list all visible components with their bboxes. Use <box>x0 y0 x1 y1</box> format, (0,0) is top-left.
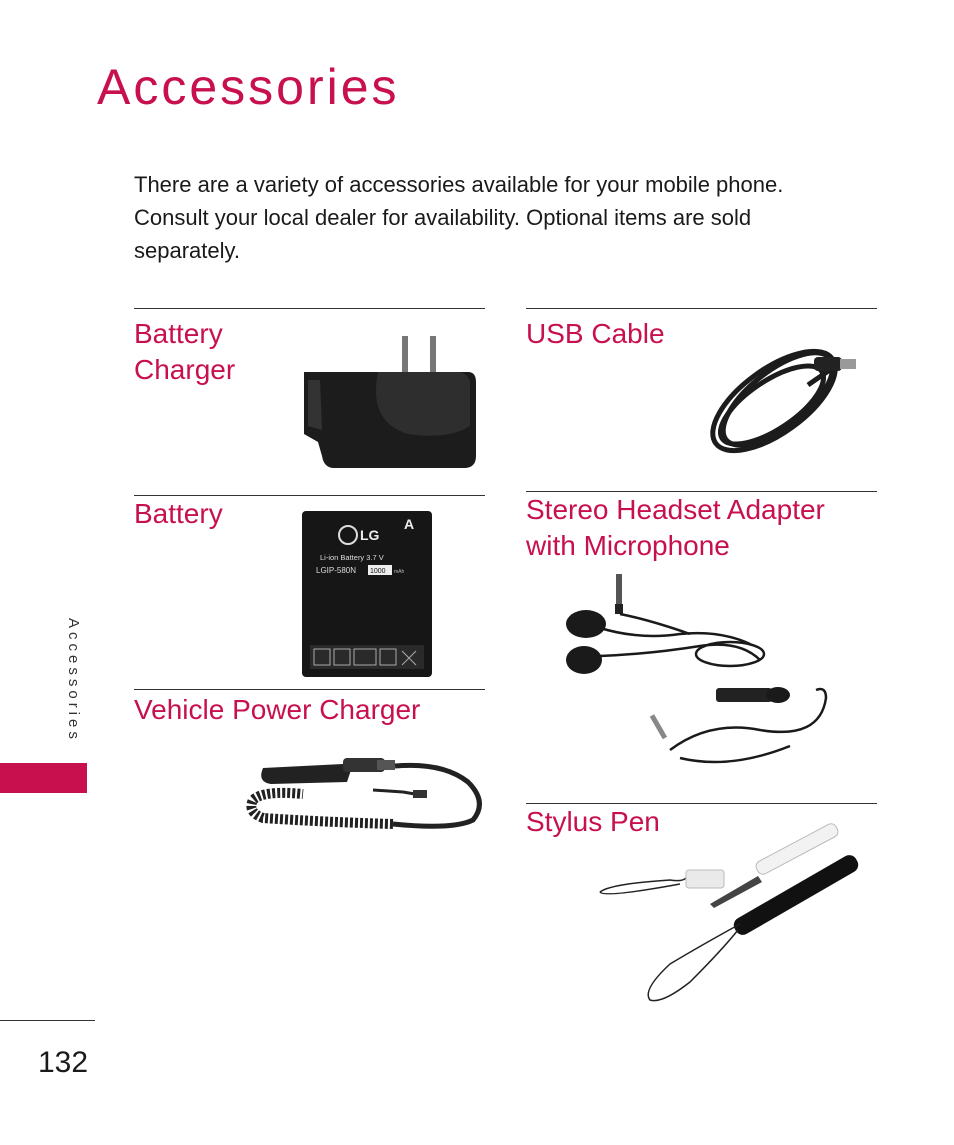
battery-unit: mAh <box>394 569 405 575</box>
battery-model: LGIP-580N <box>316 566 357 575</box>
wall-charger-icon <box>298 330 480 472</box>
battery-charger-heading: Battery Charger <box>134 318 236 385</box>
usb-cable-icon <box>688 335 866 465</box>
battery-capacity: 1000 <box>370 568 386 575</box>
divider <box>134 689 485 690</box>
stereo-headset-heading: Stereo Headset Adapter with Microphone <box>526 494 825 561</box>
stylus-pen-icon <box>590 822 870 1007</box>
stylus-pen-heading: Stylus Pen <box>526 806 660 837</box>
battery-pack-icon <box>300 509 434 679</box>
car-charger-icon <box>243 742 498 837</box>
battery-mark: A <box>404 516 415 532</box>
intro-paragraph: There are a variety of accessories available for your mobile phone. Consult your local dealer for availability. Optional items are sold separately. <box>134 172 784 263</box>
headset-icon <box>560 570 840 785</box>
page-title: Accessories <box>97 59 400 115</box>
page-number: 132 <box>38 1046 89 1079</box>
usb-cable-heading: USB Cable <box>526 318 665 349</box>
footer-divider <box>0 1020 95 1021</box>
battery-spec: Li-ion Battery 3.7 V <box>320 553 384 562</box>
section-side-label: Accessories <box>65 618 82 743</box>
section-tab-marker <box>0 763 87 793</box>
divider <box>134 308 485 309</box>
vehicle-power-charger-heading: Vehicle Power Charger <box>134 694 421 725</box>
battery-heading: Battery <box>134 498 223 529</box>
battery-brand: LG <box>360 527 380 543</box>
divider <box>526 308 877 309</box>
